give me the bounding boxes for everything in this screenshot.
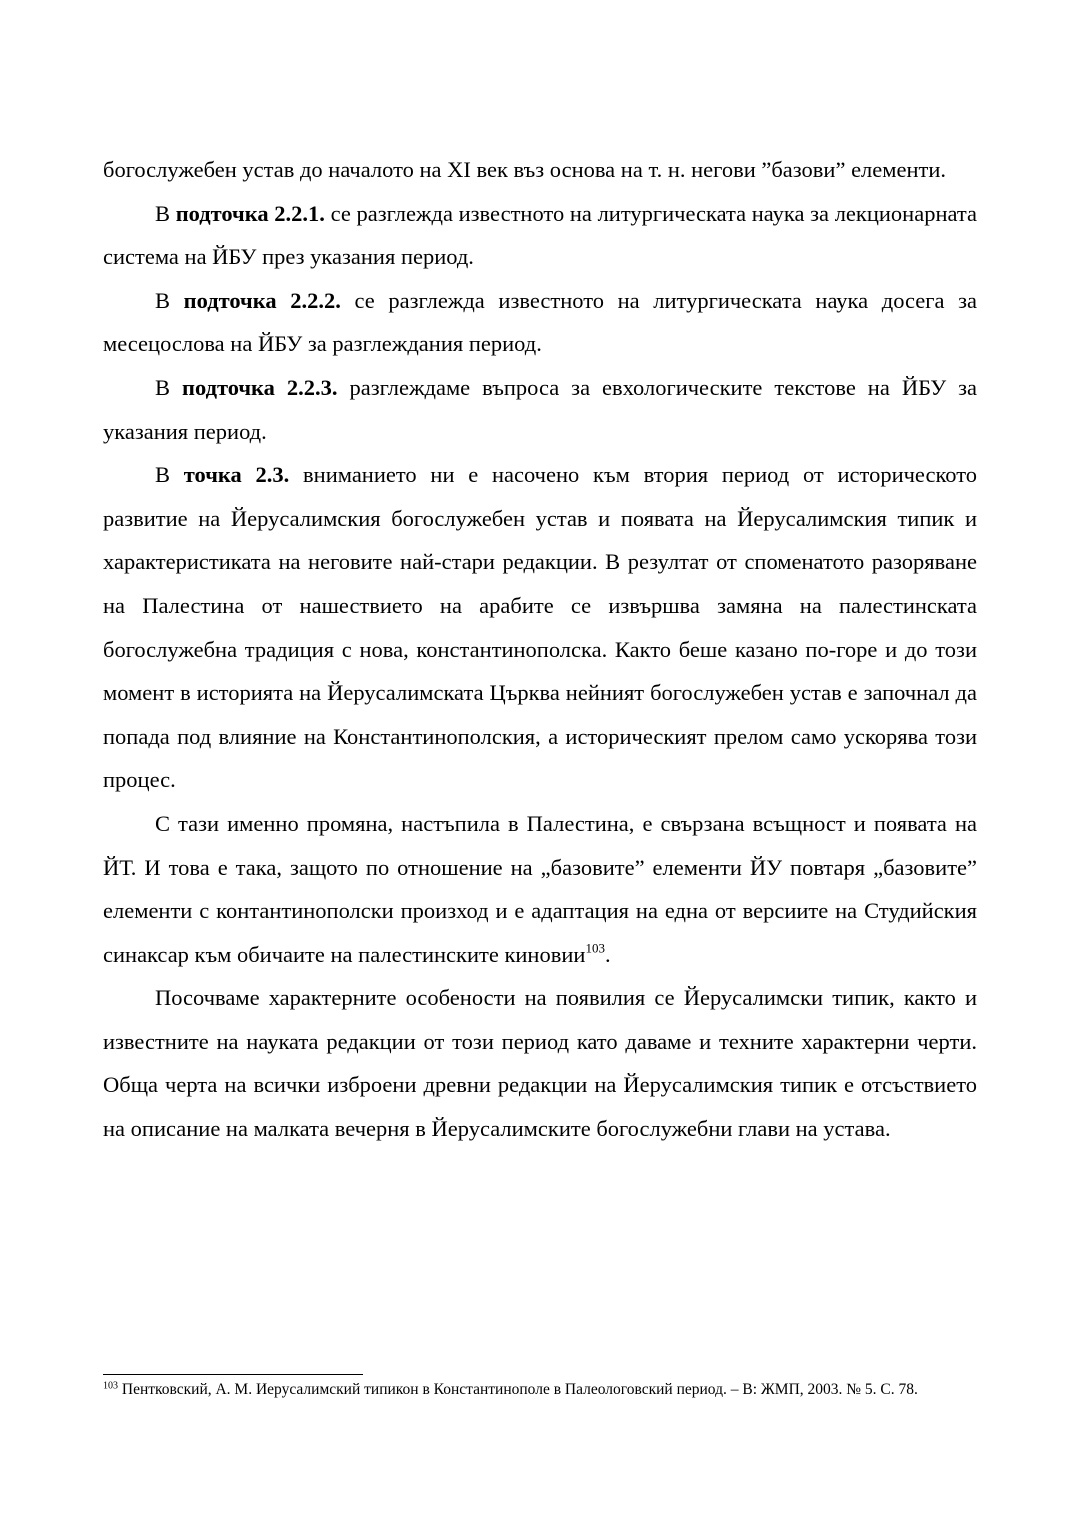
footnote-number: 103 (103, 1380, 118, 1392)
paragraph-lead: В (155, 200, 176, 226)
paragraph-text: разглеждаме въпроса за евхологическите текстове на ЙБУ за указания период. (103, 374, 977, 444)
paragraph-point-2-3 (103, 453, 977, 802)
paragraph-text: Посочваме характерните особености на появилия се Йерусалимски типик, както и известните на науката редакции от този период като даваме и техните характерни черти. Обща черта на всички изброени древни редакции на Йерусалимския типик е отсъствието на описание на малката вечерня в Йерусалимските богослужебни глави на устава. (103, 985, 977, 1142)
paragraph-features (103, 976, 977, 1150)
paragraph-text: се разглежда известното на литургическата наука за лекционарната система на ЙБУ през указания период. (103, 200, 977, 270)
paragraph-tail: . (604, 941, 611, 967)
section-reference: подточка 2.2.3. (182, 374, 338, 400)
section-reference: подточка 2.2.1. (175, 200, 325, 226)
paragraph-subpoint-2-2-1 (103, 192, 977, 279)
paragraph-text: С тази именно промяна, настъпила в Палестина, е свързана всъщност и появата на ЙТ. И това е така, защото по отношение на „базовите” елементи ЙУ повтаря „базовите” елементи с контантинополски произход и е адаптация на една от версиите на Студийския синаксар към обичаите на палестинските киновии (103, 810, 977, 967)
section-reference: точка 2.3. (183, 462, 290, 488)
paragraph-continuation (103, 148, 977, 192)
paragraph-lead: В (155, 462, 184, 488)
footnote (103, 1380, 977, 1399)
paragraph-subpoint-2-2-2 (103, 279, 977, 366)
paragraph-lead: В (155, 287, 184, 313)
paragraph-subpoint-2-2-3 (103, 366, 977, 453)
footnote-text: Пентковский, А. М. Иерусалимский типикон в Константинополе в Палеологовский период. – В: ЖМП, 2003. № 5. С. 78. (118, 1381, 918, 1398)
paragraph-text: богослужебен устав до началото на XI век въз основа на т. н. негови ”базови” елементи. (103, 157, 947, 182)
paragraph-text: вниманието ни е насочено към втория период от историческото развитие на Йерусалимския богослужебен устав и появата на Йерусалимския типик и характеристиката на неговите най-стари редакции. В резултат от споменатото разоряване на Палестина от нашествието на арабите се извършва замяна на палестинската богослужебна традиция с нова, константинополска. Както беше казано по-горе и до този момент в историята на Йерусалимската Църква нейният богослужебен устав е започнал да попада под влияние на Константинополския, а историческият прелом само ускорява този процес. (103, 462, 977, 793)
paragraph-change (103, 802, 977, 976)
footnote-separator (103, 1374, 363, 1375)
section-reference: подточка 2.2.2. (183, 287, 341, 313)
footnote-reference[interactable]: 103 (585, 939, 605, 955)
paragraph-text: се разглежда известното на литургическата наука досега за месецослова на ЙБУ за разглеждания период. (103, 287, 978, 357)
page-body (103, 148, 977, 1151)
paragraph-lead: В (155, 374, 182, 400)
